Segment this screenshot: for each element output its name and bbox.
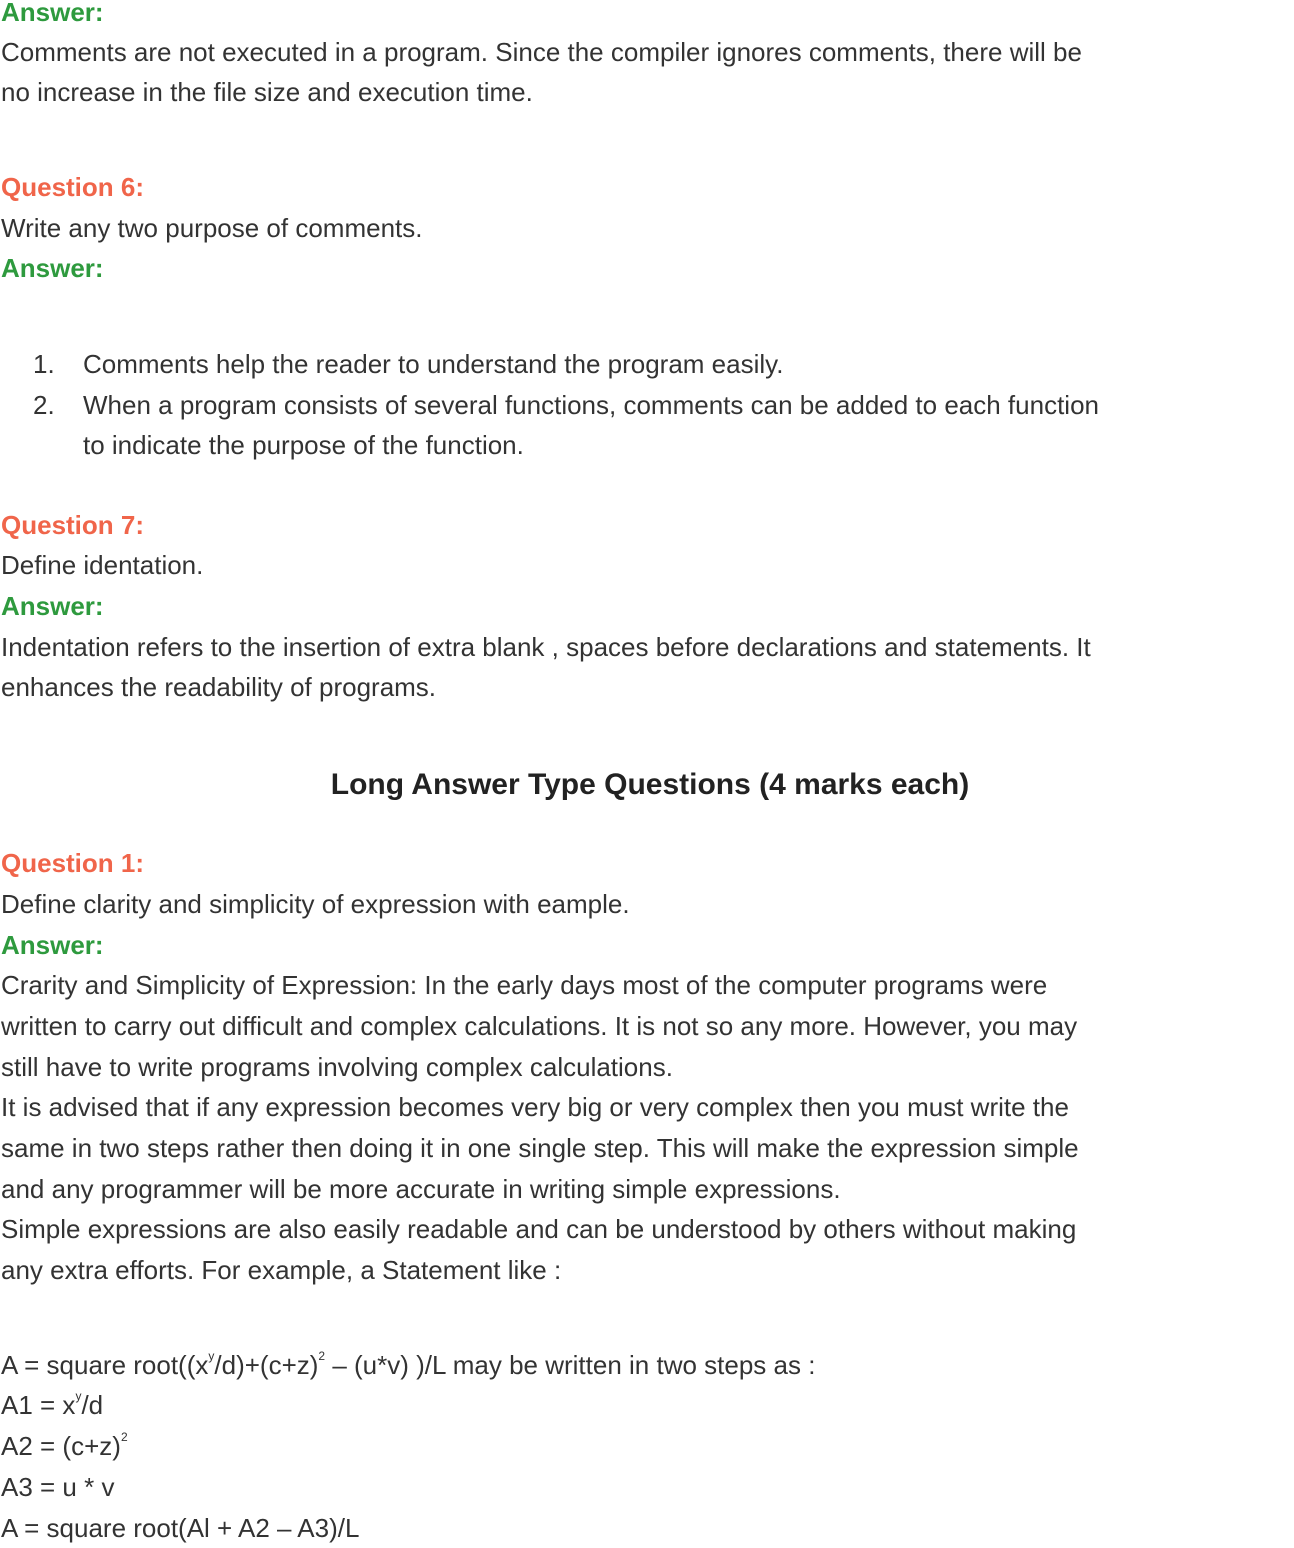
answer-text: enhances the readability of programs. bbox=[1, 672, 437, 702]
formula-line: $A2 = (c+z)^2$ bbox=[1, 1430, 128, 1461]
question-text: Write any two purpose of comments. bbox=[1, 213, 423, 243]
answer-text: Comments are not executed in a program. Since the compiler ignores comments, there will be bbox=[1, 37, 1082, 67]
formula-line: A = square $root((x^y/d)+(c+z)^2 - (u*v)$ )/L may be written in two steps as : bbox=[1, 1349, 816, 1380]
answer-text: no increase in the file size and execution time. bbox=[1, 77, 533, 107]
list-text: Comments help the reader to understand the program easily. bbox=[83, 349, 784, 379]
answer-label: Answer: bbox=[1, 591, 104, 621]
question-text: Define identation. bbox=[1, 550, 204, 580]
question-label: Question 6: bbox=[1, 172, 145, 202]
formula-line: A3 = u * v bbox=[1, 1472, 115, 1502]
answer-label: Answer: bbox=[1, 253, 104, 283]
answer-label: Answer: bbox=[1, 0, 104, 27]
answer-text: and any programmer will be more accurate in writing simple expressions. bbox=[1, 1174, 841, 1204]
answer-text: Crarity and Simplicity of Expression: In the early days most of the computer programs were bbox=[1, 970, 1048, 1000]
answer-text: Indentation refers to the insertion of extra blank , spaces before declarations and statements. It bbox=[1, 632, 1091, 662]
answer-text: still have to write programs involving complex calculations. bbox=[1, 1052, 673, 1082]
question-label: Question 7: bbox=[1, 510, 145, 540]
answer-text: any extra efforts. For example, a Statement like : bbox=[1, 1255, 562, 1285]
answer-label: Answer: bbox=[1, 930, 104, 960]
answer-text: It is advised that if any expression becomes very big or very complex then you must write the bbox=[1, 1092, 1069, 1122]
list-number: 2. bbox=[33, 390, 55, 420]
question-text: Define clarity and simplicity of expression with eample. bbox=[1, 889, 630, 919]
question-label: Question 1: bbox=[1, 848, 145, 878]
list-text: When a program consists of several functions, comments can be added to each function bbox=[83, 390, 1099, 420]
answer-text: Simple expressions are also easily readable and can be understood by others without making bbox=[1, 1214, 1077, 1244]
answer-text: written to carry out difficult and complex calculations. It is not so any more. However, you may bbox=[1, 1011, 1078, 1041]
formula-line: $A1 = x^y/d$ bbox=[1, 1389, 104, 1420]
formula-line: A = square root(Al + A2 – A3)/L bbox=[1, 1513, 360, 1543]
list-item bbox=[0, 385, 1294, 425]
list-text: to indicate the purpose of the function. bbox=[83, 430, 524, 460]
list-item bbox=[0, 344, 1294, 384]
list-number: 1. bbox=[33, 349, 55, 379]
answer-text: same in two steps rather then doing it in one single step. This will make the expression simple bbox=[1, 1133, 1079, 1163]
section-heading: Long Answer Type Questions (4 marks each) bbox=[330, 768, 970, 801]
